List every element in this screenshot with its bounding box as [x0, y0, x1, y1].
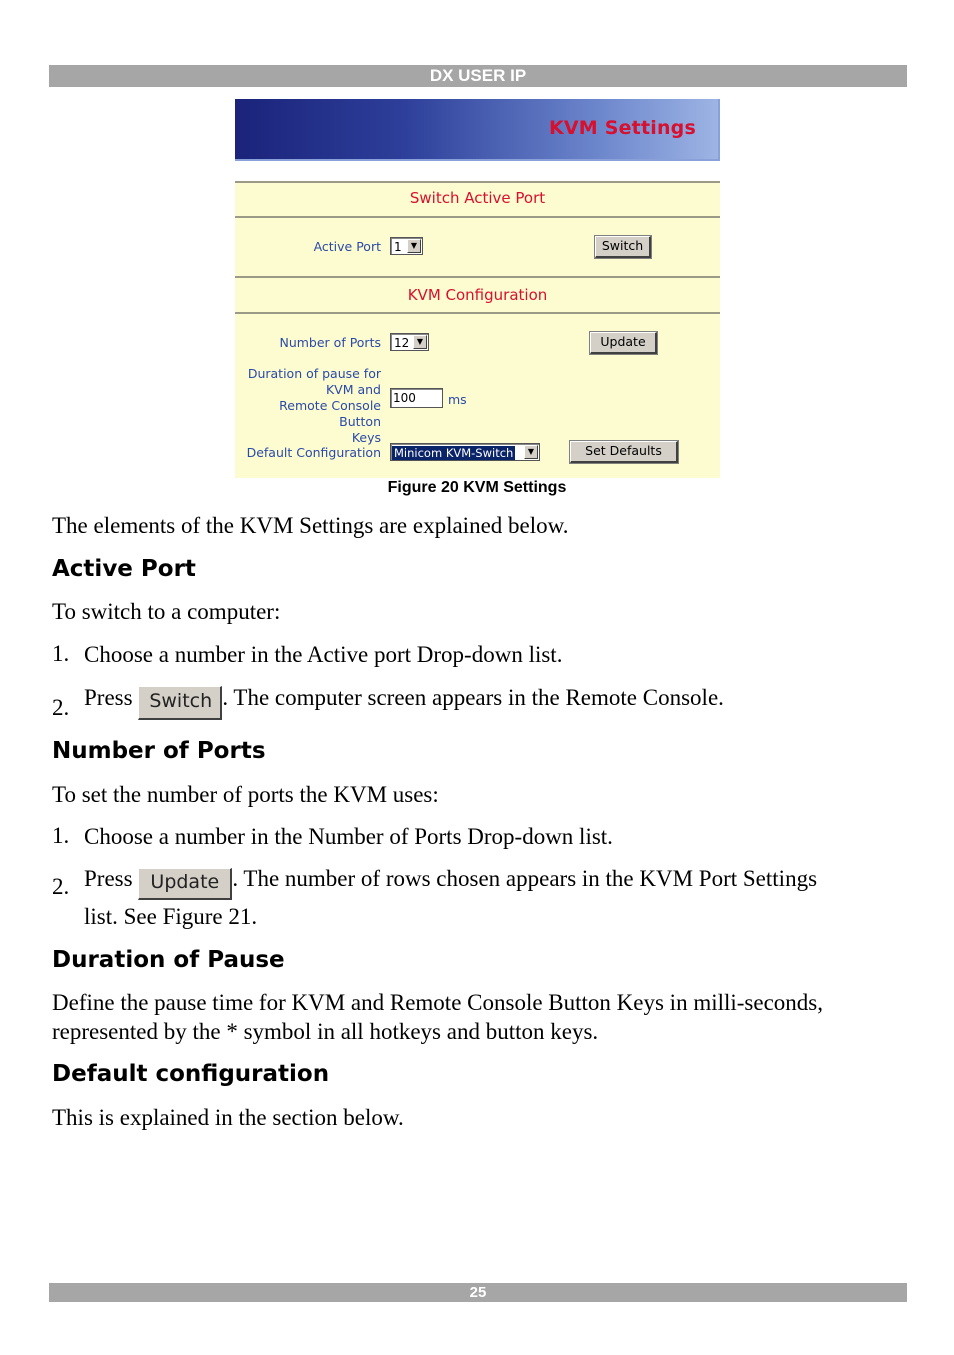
kvm-settings-title: KVM Settings [548, 117, 696, 139]
default-config-label: Default Configuration [246, 445, 381, 460]
pause-label-line: Remote Console Button [279, 398, 381, 429]
header-bar [49, 65, 907, 87]
figure-caption: Figure 20 KVM Settings [387, 479, 567, 496]
divider [235, 216, 720, 218]
step-text-continued: list. See Figure 21. [84, 904, 258, 929]
pause-label-line: KVM and [325, 382, 381, 397]
divider [235, 276, 720, 278]
pause-label-line: Keys [351, 430, 381, 445]
switch-button[interactable]: Switch [595, 236, 651, 258]
default-config-select[interactable] [390, 443, 540, 461]
pause-duration-input[interactable]: 100 [390, 388, 443, 408]
section-text: represented by the * symbol in all hotkeys and button keys. [52, 1019, 599, 1044]
divider [235, 312, 720, 314]
chevron-down-icon[interactable]: ▼ [413, 335, 427, 349]
active-port-label: Active Port [313, 239, 381, 254]
step-pre: Press [84, 685, 133, 710]
pause-unit: ms [448, 392, 467, 407]
divider [235, 181, 720, 183]
kvm-config-heading: KVM Configuration [407, 286, 548, 304]
chevron-down-icon[interactable]: ▼ [524, 445, 538, 459]
active-port-value: 1 [394, 240, 402, 254]
set-defaults-button[interactable]: Set Defaults [570, 441, 678, 463]
step-post: . The number of rows chosen appears in the KVM Port Settings [232, 866, 818, 891]
intro-text: The elements of the KVM Settings are explained below. [52, 513, 569, 538]
footer-bar [49, 1283, 907, 1302]
chevron-down-icon[interactable]: ▼ [407, 239, 421, 253]
number-of-ports-select[interactable] [390, 333, 429, 351]
default-config-value: Minicom KVM-Switch [394, 446, 514, 460]
step-number: 2. [52, 874, 70, 899]
step-number: 1. [52, 823, 70, 848]
kvm-settings-panel [235, 181, 720, 478]
switch-section-heading: Switch Active Port [409, 189, 546, 207]
section-lead: To switch to a computer: [52, 599, 281, 624]
step-pre: Press [84, 866, 133, 891]
step-number: 1. [52, 641, 70, 666]
section-heading: Active Port [52, 556, 196, 582]
section-heading: Default configuration [52, 1061, 330, 1087]
section-lead: To set the number of ports the KVM uses: [52, 782, 439, 807]
kvm-settings-banner [235, 99, 720, 161]
step-text [84, 683, 724, 720]
header-title: DX USER IP [429, 66, 527, 85]
kvm-settings-figure [235, 99, 720, 478]
step-post: . The computer screen appears in the Remote Console. [222, 685, 724, 710]
update-button[interactable]: Update [590, 332, 657, 354]
active-port-select[interactable] [390, 237, 423, 255]
section-heading: Number of Ports [52, 738, 266, 764]
pause-label-line: Duration of pause for [247, 366, 381, 381]
number-of-ports-value: 12 [394, 336, 410, 350]
pause-duration-label [235, 366, 381, 446]
update-button-image: Update [138, 868, 232, 900]
page-number: 25 [469, 1284, 487, 1301]
step-number: 2. [52, 695, 70, 720]
section-text: Define the pause time for KVM and Remote Console Button Keys in milli-seconds, [52, 990, 824, 1015]
switch-button-image: Switch [138, 686, 222, 720]
section-heading: Duration of Pause [52, 947, 285, 973]
step-text: Choose a number in the Number of Ports Drop-down list. [84, 824, 613, 849]
section-text: This is explained in the section below. [52, 1105, 404, 1130]
step-text [84, 864, 817, 900]
step-text: Choose a number in the Active port Drop-down list. [84, 642, 563, 667]
number-of-ports-label: Number of Ports [279, 335, 381, 350]
